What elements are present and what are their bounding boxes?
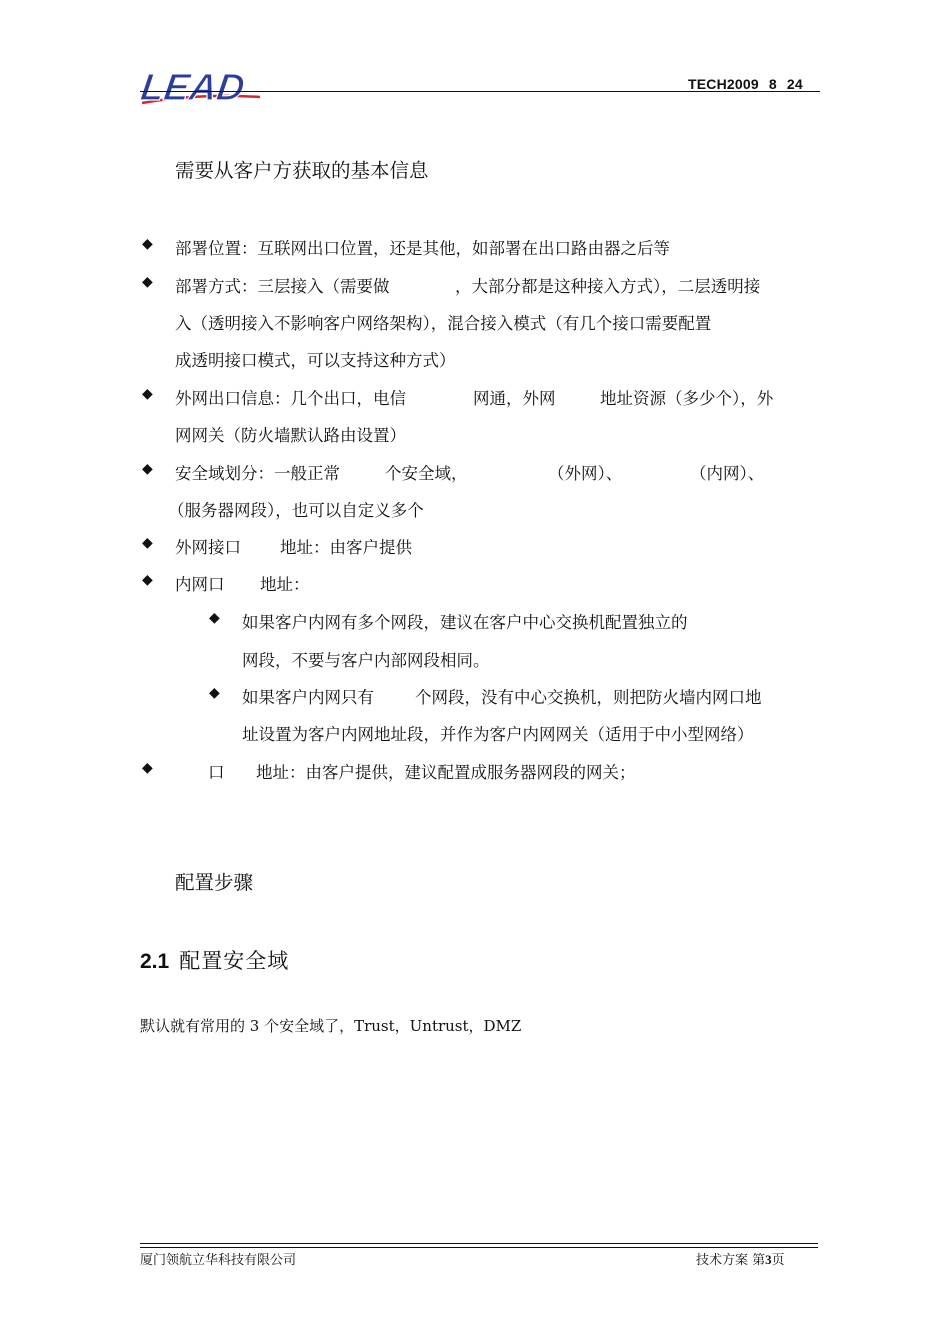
bullet-deployment-mode-line2: 入（透明接入不影响客户网络架构），混合接入模式（有几个接口需要配置	[175, 314, 712, 333]
section-heading-config-steps: 配置步骤	[175, 871, 254, 894]
bullet-security-zone-line2: （服务器网段），也可以自定义多个	[168, 501, 424, 520]
sub-bullet-single-segment-part2: 个网段，没有中心交换机，则把防火墙内网口地	[415, 688, 762, 707]
lead-logo-icon	[138, 66, 263, 110]
bullet-lan-interface-part1: 内网口	[175, 575, 225, 594]
bullet-wan-info-line2: 网网关（防火墙默认路由设置）	[175, 426, 406, 445]
footer-rule-thick	[140, 1243, 818, 1244]
bullet-deployment-location: 部署位置：互联网出口位置，还是其他，如部署在出口路由器之后等	[175, 239, 670, 258]
bullet-lan-interface-part2: 地址：	[260, 575, 310, 594]
subsection-title: 配置安全域	[179, 949, 290, 973]
bullet-security-zone-part2: 个安全域，	[385, 464, 468, 483]
paragraph-default-zones: 默认就有常用的 3 个安全域了，Trust，Untrust，DMZ	[140, 1017, 522, 1035]
bullet-diamond-icon: ◆	[142, 236, 153, 252]
footer-page-prefix: 第	[752, 1253, 766, 1268]
bullet-diamond-icon: ◆	[142, 461, 153, 477]
footer-page-suffix: 页	[771, 1253, 785, 1268]
subsection-number: 2.1	[140, 950, 170, 973]
footer-doc-type: 技术方案	[696, 1253, 749, 1268]
sub-bullet-multi-segment-line1: 如果客户内网有多个网段，建议在客户中心交换机配置独立的	[242, 613, 688, 632]
bullet-wan-interface-part1: 外网接口	[175, 538, 241, 557]
bullet-diamond-icon: ◆	[142, 572, 153, 588]
footer-company-name: 厦门领航立华科技有限公司	[140, 1253, 297, 1268]
bullet-security-zone-part3: （外网）、	[548, 464, 623, 483]
subsection-heading-security-zone	[140, 945, 289, 975]
footer-page-info	[696, 1249, 785, 1268]
bullet-security-zone-part4: （内网）、	[690, 464, 765, 483]
document-month: 8	[768, 76, 777, 92]
bullet-wan-info-part1: 外网出口信息：几个出口，电信	[175, 389, 406, 408]
bullet-diamond-icon: ◆	[142, 274, 153, 290]
bullet-deployment-mode-part2: ，大部分都是这种接入方式），二层透明接	[455, 277, 761, 296]
bullet-diamond-icon: ◆	[142, 535, 153, 551]
sub-bullet-diamond-icon: ◆	[209, 610, 220, 626]
sub-bullet-diamond-icon: ◆	[209, 685, 220, 701]
section-heading-basic-info: 需要从客户方获取的基本信息	[175, 159, 429, 182]
bullet-diamond-icon: ◆	[142, 386, 153, 402]
bullet-wan-info-part3: 地址资源（多少个），外	[600, 389, 774, 408]
sub-bullet-single-segment-line2: 址设置为客户内网地址段，并作为客户内网网关（适用于中小型网络）	[242, 725, 754, 744]
bullet-deployment-mode-line3: 成透明接口模式，可以支持这种方式）	[175, 351, 456, 370]
sub-bullet-multi-segment-line2: 网段，不要与客户内部网段相同。	[242, 651, 490, 670]
company-logo	[138, 66, 263, 110]
bullet-security-zone-part1: 安全域划分：一般正常	[175, 464, 340, 483]
bullet-diamond-icon: ◆	[142, 760, 153, 776]
bullet-server-interface-part2: 地址：由客户提供，建议配置成服务器网段的网关；	[256, 763, 636, 782]
bullet-server-interface-part1: 口	[208, 763, 225, 782]
document-id	[688, 76, 803, 92]
bullet-wan-interface-part2: 地址：由客户提供	[280, 538, 412, 557]
sub-bullet-single-segment-part1: 如果客户内网只有	[242, 688, 374, 707]
logo-text: LEAD	[138, 66, 248, 109]
document-day: 24	[786, 76, 803, 92]
bullet-deployment-mode-part1: 部署方式：三层接入（需要做	[175, 277, 390, 296]
bullet-wan-info-part2: 网通，外网	[473, 389, 556, 408]
document-code: TECH2009	[688, 76, 759, 92]
header-rule	[140, 91, 820, 92]
footer-page-number: 3	[765, 1252, 772, 1267]
footer-rule-thin	[140, 1247, 818, 1248]
